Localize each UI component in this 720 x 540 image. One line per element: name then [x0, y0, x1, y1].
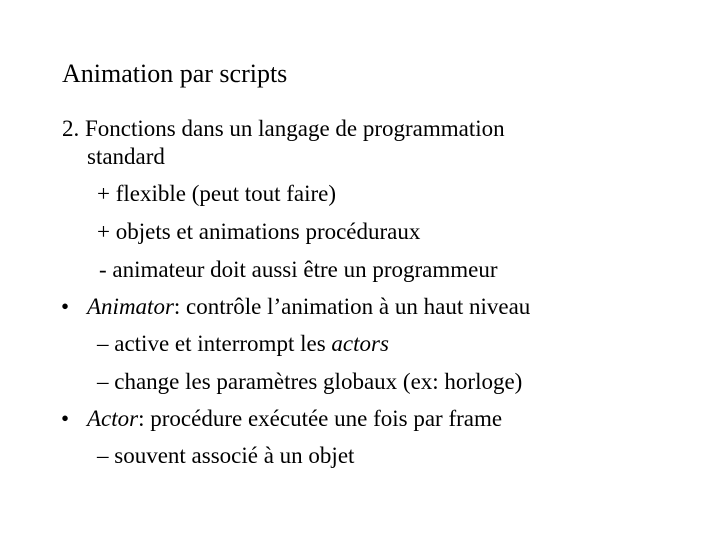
- animator-term: Animator: [87, 294, 174, 319]
- point-2-sub-1: + flexible (peut tout faire): [97, 181, 337, 206]
- actor-sub-1: – souvent associé à un objet: [97, 443, 355, 468]
- actor-bullet: •: [61, 406, 70, 431]
- point-2-sub-2: + objets et animations procéduraux: [97, 219, 421, 244]
- animator-sub-2: – change les paramètres globaux (ex: horloge): [97, 369, 523, 394]
- point-2-sub-3: - animateur doit aussi être un programmeur: [99, 257, 498, 282]
- animator-bullet: •: [61, 294, 70, 319]
- actor-item: [87, 405, 502, 433]
- animator-sub-1-text: – active et interrompt les: [97, 331, 332, 356]
- actor-term: Actor: [87, 406, 139, 431]
- point-2-label-continued: standard: [87, 144, 165, 169]
- animator-item: [87, 293, 530, 321]
- slide-title: Animation par scripts: [62, 59, 288, 88]
- animator-sub-1: [97, 330, 389, 358]
- actor-description: : procédure exécutée une fois par frame: [138, 406, 503, 431]
- point-2-label: 2. Fonctions dans un langage de programmation: [62, 116, 505, 141]
- animator-description: : contrôle l’animation à un haut niveau: [173, 294, 531, 319]
- actors-term: actors: [331, 331, 389, 356]
